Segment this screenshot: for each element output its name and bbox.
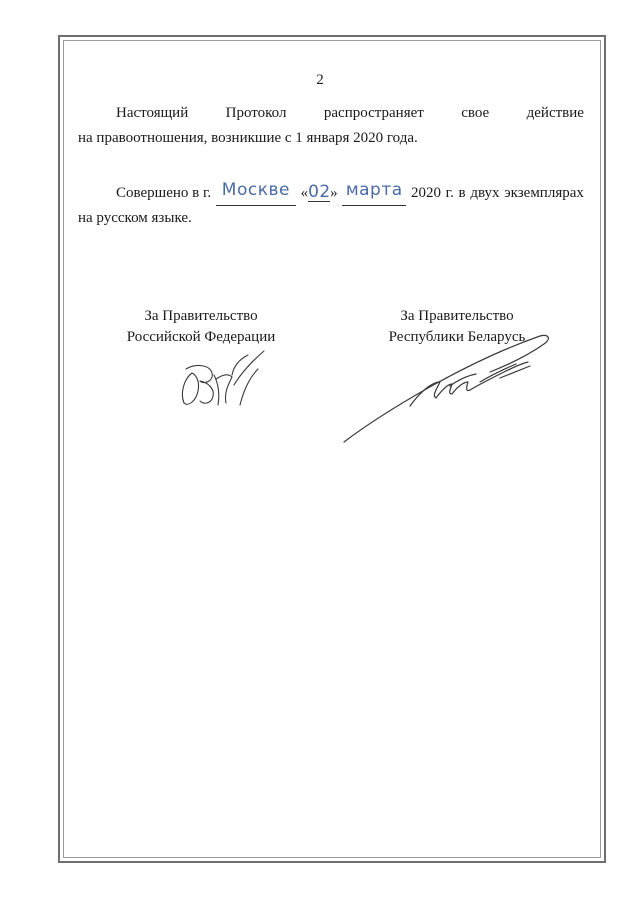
handwritten-day: 02	[308, 182, 331, 202]
word: действие	[526, 105, 584, 121]
paragraph-signing-line2: на русском языке.	[78, 210, 192, 226]
signatory-belarus-line1: За Правительство	[400, 308, 514, 324]
date-group	[301, 181, 338, 206]
signatory-russia	[86, 306, 316, 348]
word: свое	[461, 105, 490, 121]
word: Протокол	[225, 105, 287, 121]
paragraph-signing	[78, 181, 584, 231]
paragraph-effect	[78, 101, 584, 151]
signature-belarus	[340, 326, 555, 446]
word: экземплярах	[504, 185, 584, 201]
word: Настоящий	[116, 105, 189, 121]
close-quote: »	[330, 185, 338, 201]
page-frame-inner	[63, 40, 601, 858]
signatory-belarus-line2: Республики Беларусь	[388, 329, 526, 345]
signatory-russia-line1: За Правительство	[144, 308, 258, 324]
word: в	[458, 185, 466, 201]
handwritten-month: марта	[342, 181, 406, 206]
page-number: 2	[316, 72, 324, 88]
word: 2020	[410, 185, 441, 201]
open-quote: «	[300, 185, 309, 201]
word: г.	[445, 185, 454, 201]
signature-russia	[170, 345, 280, 415]
handwritten-city: Москве	[216, 181, 296, 206]
signatory-russia-line2: Российской Федерации	[126, 329, 276, 345]
paragraph-signing-line1	[78, 181, 584, 206]
paragraph-effect-line2: на правоотношения, возникшие с 1 января 2020 года.	[78, 130, 418, 146]
paragraph-effect-line1	[78, 101, 584, 126]
word: распространяет	[323, 105, 424, 121]
signing-prefix: Совершено в г.	[116, 185, 212, 201]
word: двух	[470, 185, 500, 201]
